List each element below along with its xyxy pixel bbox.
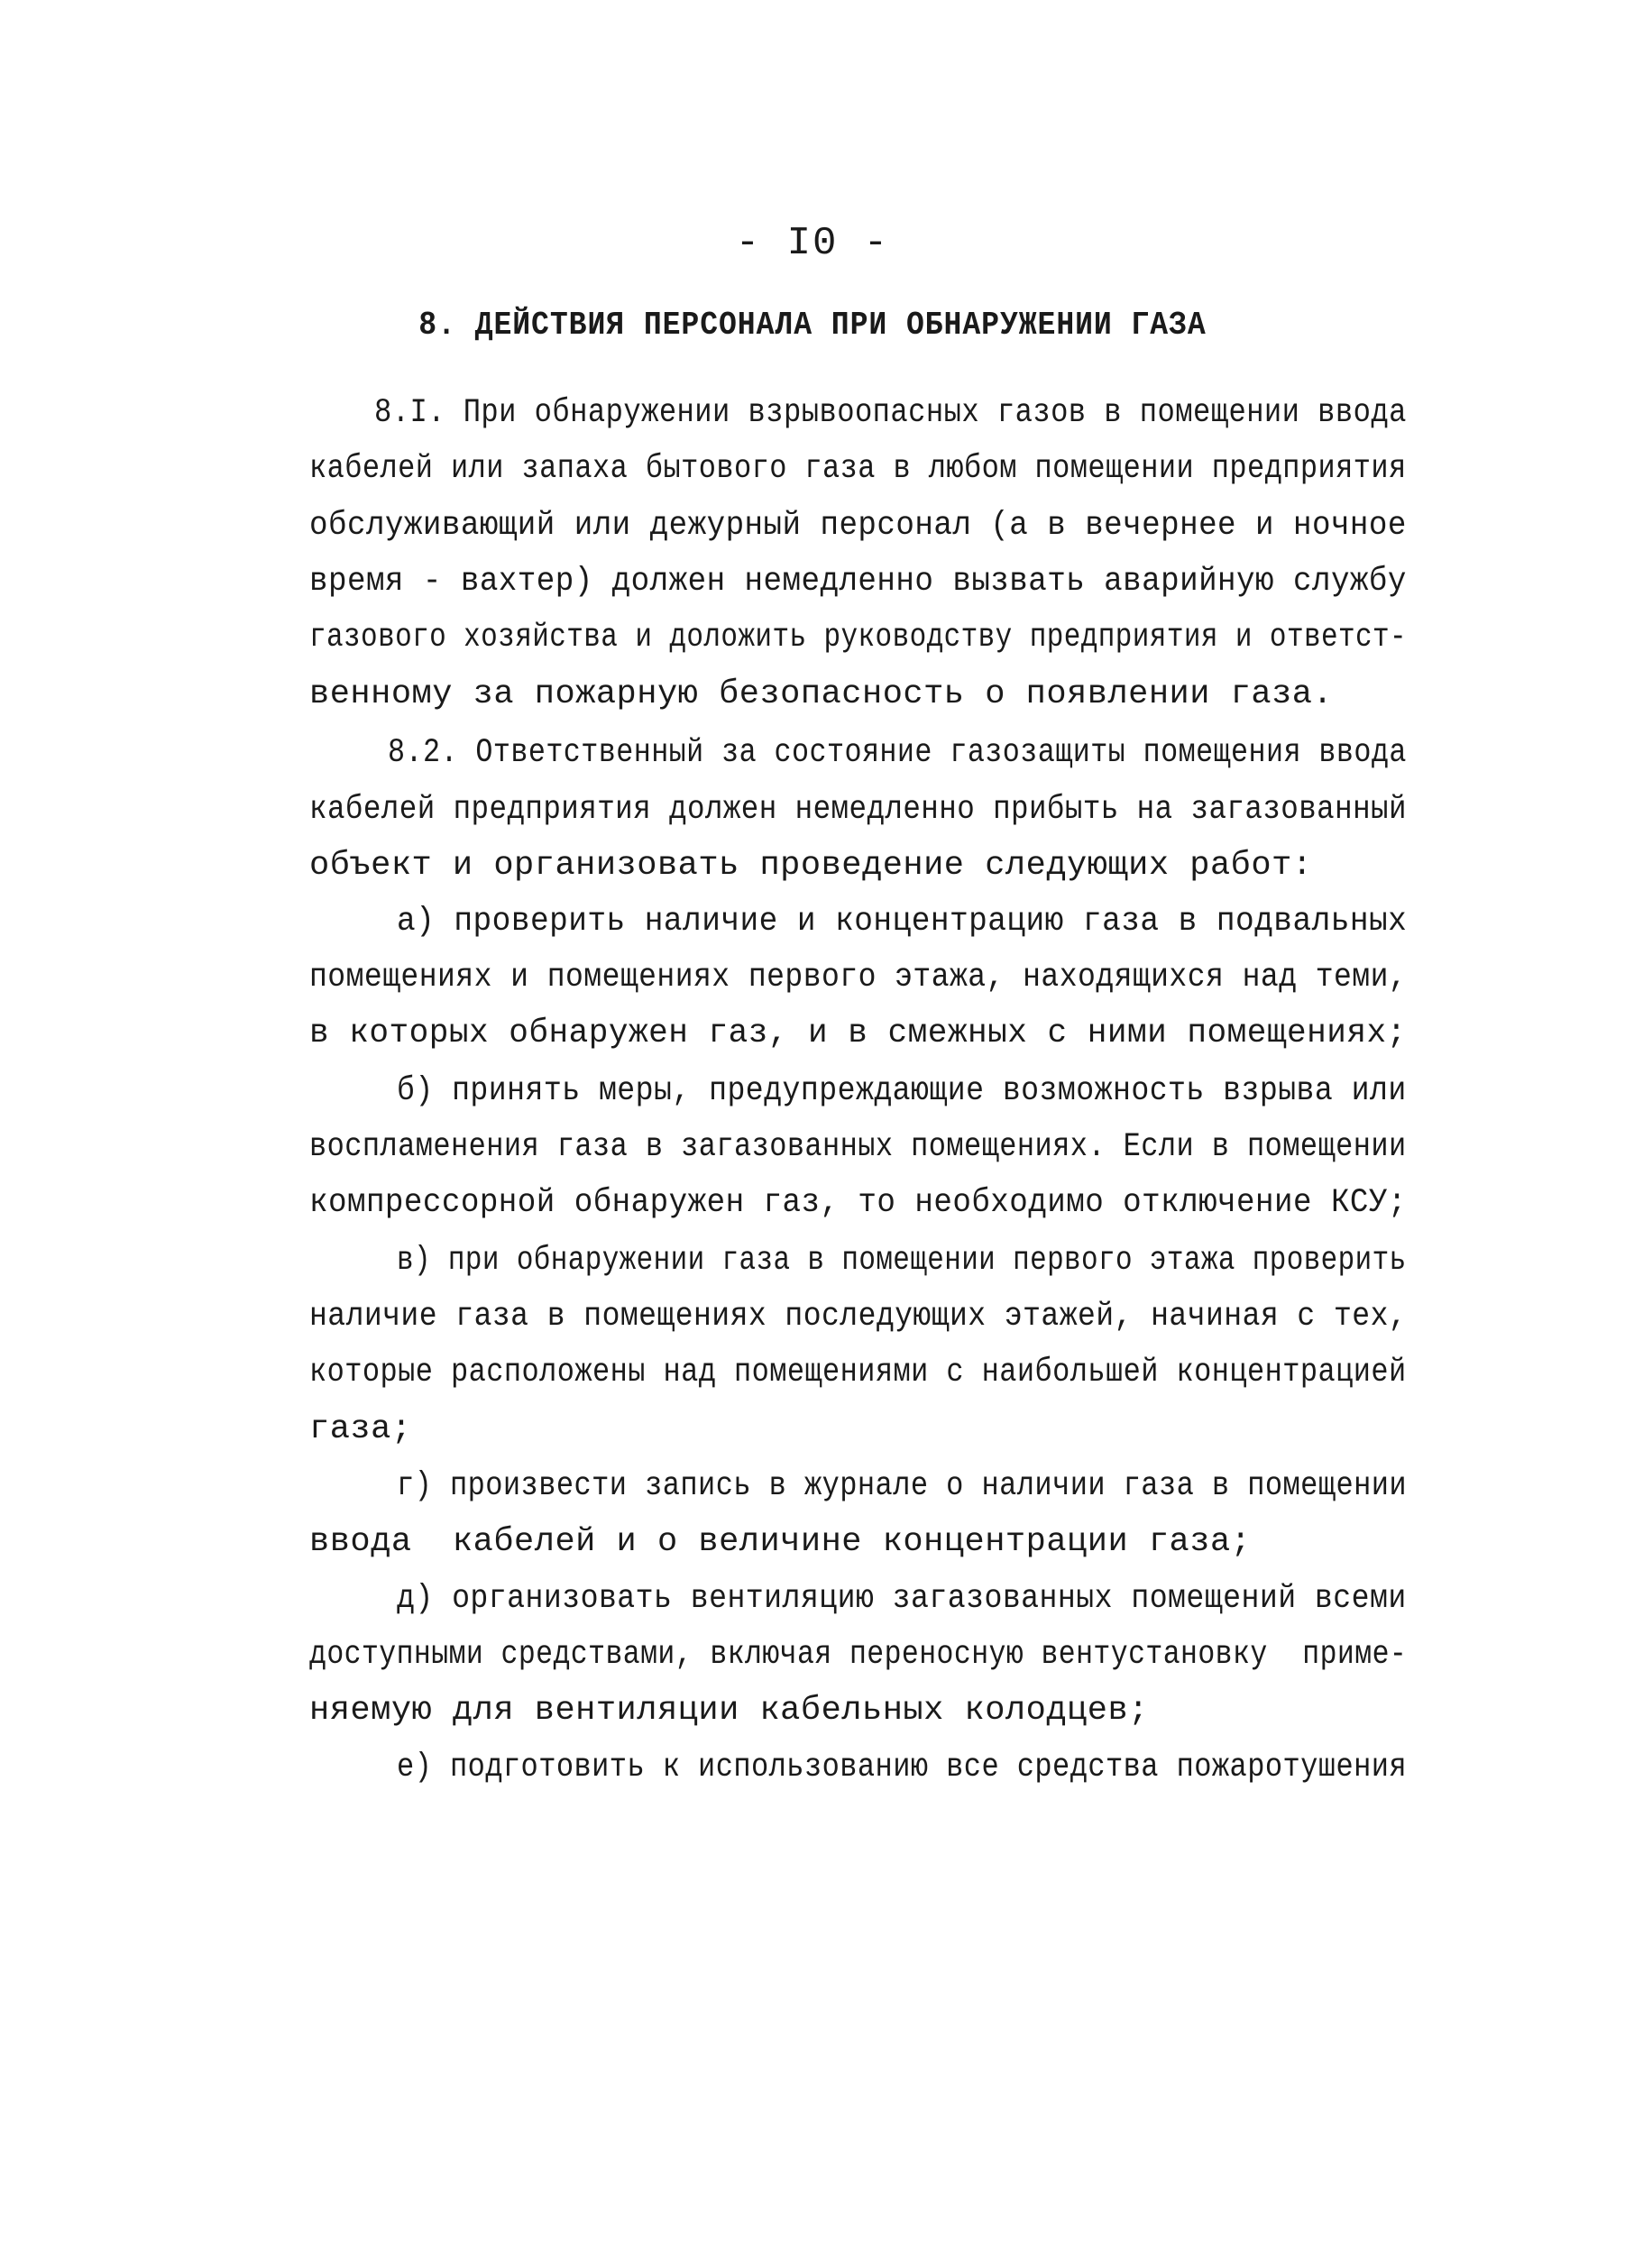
body-line: няемую для вентиляции кабельных колодцев; <box>309 1692 1149 1730</box>
body-line: в) при обнаружении газа в помещении первого этажа проверить <box>397 1242 1407 1280</box>
body-line: время - вахтер) должен немедленно вызвать аварийную службу <box>309 563 1407 601</box>
body-line: воспламенения газа в загазованных помещениях. Если в помещении <box>309 1128 1407 1166</box>
body-line: кабелей предприятия должен немедленно прибыть на загазованный <box>309 791 1407 829</box>
body-line: которые расположены над помещениями с наибольшей концентрацией <box>309 1354 1407 1391</box>
body-line: наличие газа в помещениях последующих этажей, начиная с тех, <box>309 1298 1408 1336</box>
body-line: г) произвести запись в журнале о наличии газа в помещении <box>397 1467 1408 1505</box>
body-line: д) организовать вентиляцию загазованных помещений всеми <box>397 1580 1407 1618</box>
body-line: газа; <box>309 1410 412 1448</box>
body-line: помещениях и помещениях первого этажа, находящихся над теми, <box>309 959 1408 996</box>
body-line: кабелей или запаха бытового газа в любом помещении предприятия <box>309 450 1407 488</box>
body-line: обслуживающий или дежурный персонал (а в вечернее и ночное <box>309 507 1407 545</box>
body-line: компрессорной обнаружен газ, то необходимо отключение КСУ; <box>309 1184 1407 1222</box>
body-line: е) подготовить к использованию все средства пожаротушения <box>397 1749 1408 1786</box>
body-line: а) проверить наличие и концентрацию газа в подвальных <box>397 903 1408 941</box>
body-line: объект и организовать проведение следующих работ: <box>309 847 1313 885</box>
body-line: в которых обнаружен газ, и в смежных с ними помещениях; <box>309 1015 1407 1052</box>
section-heading: 8. ДЕЙСТВИЯ ПЕРСОНАЛА ПРИ ОБНАРУЖЕНИИ ГАЗА <box>418 307 1207 344</box>
body-line: венному за пожарную безопасность о появлении газа. <box>309 675 1334 713</box>
body-line: б) принять меры, предупреждающие возможность взрыва или <box>397 1072 1407 1110</box>
body-line: газового хозяйства и доложить руководству предприятия и ответст- <box>309 619 1408 657</box>
body-line: доступными средствами, включая переносную вентустановку приме- <box>309 1636 1408 1674</box>
page-number: - I0 - <box>735 221 890 266</box>
body-line: 8.I. При обнаружении взрывоопасных газов в помещении ввода <box>374 394 1407 432</box>
body-line: 8.2. Ответственный за состояние газозащиты помещения ввода <box>388 734 1407 772</box>
body-line: ввода кабелей и о величине концентрации газа; <box>309 1523 1252 1561</box>
